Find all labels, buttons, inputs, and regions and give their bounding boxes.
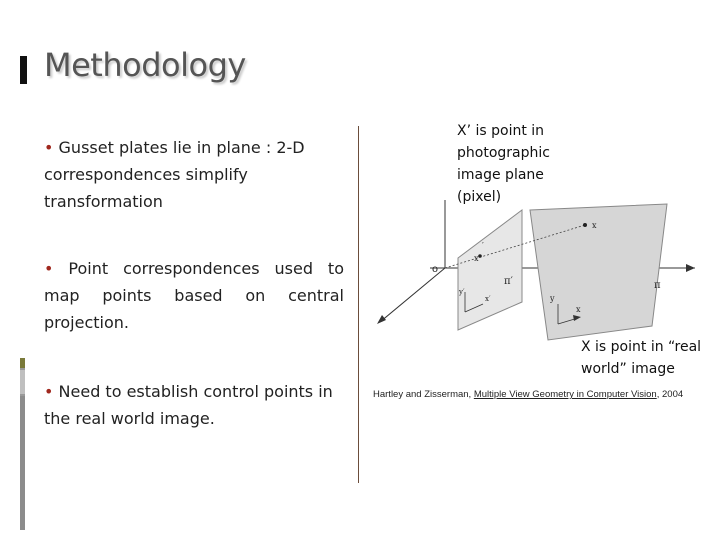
bullet-gusset-plates (44, 134, 344, 215)
x-prime-label: x (474, 254, 479, 263)
bullet-marker: • (44, 259, 54, 278)
bullet-text: Point correspondences used to map points based on central projection. (44, 259, 344, 332)
figure-credit (373, 389, 683, 400)
vertical-divider (358, 126, 359, 483)
bullet-marker: • (44, 138, 54, 157)
pi-prime-label: π′ (504, 276, 513, 287)
bullet-marker: • (44, 382, 54, 401)
pi-label: π (654, 280, 661, 291)
bullet-control-points (44, 378, 344, 432)
strip-segment (20, 396, 25, 530)
strip-segment (20, 370, 25, 394)
bullet-text: Need to establish control points in the real world image. (44, 382, 333, 428)
note-image-plane: X’ is point in photographic image plane (pixel) (457, 123, 550, 205)
title-accent-bar (20, 56, 27, 84)
slide-title: Methodology (44, 46, 246, 84)
credit-authors: Hartley and Zisserman, (373, 389, 474, 400)
x-axis-label: x (576, 305, 581, 314)
y-prime-axis-label: y′ (459, 288, 465, 296)
x-prime-mark-label: ′ (482, 241, 484, 250)
x-prime-axis-label: x′ (485, 295, 491, 303)
strip-segment (20, 358, 25, 368)
bullet-text: Gusset plates lie in plane : 2-D correspondences simplify transformation (44, 138, 305, 211)
central-projection-diagram (370, 200, 700, 345)
origin-label: o (432, 264, 439, 275)
x-point-label: x (592, 221, 597, 230)
credit-year: , 2004 (656, 389, 684, 400)
left-decorative-strip (20, 358, 25, 530)
note-real-world: X is point in “real world” image (581, 339, 702, 377)
bullet-point-correspondences (44, 255, 344, 336)
credit-book-title: Multiple View Geometry in Computer Vision (473, 389, 657, 400)
y-axis-label: y (550, 294, 555, 303)
